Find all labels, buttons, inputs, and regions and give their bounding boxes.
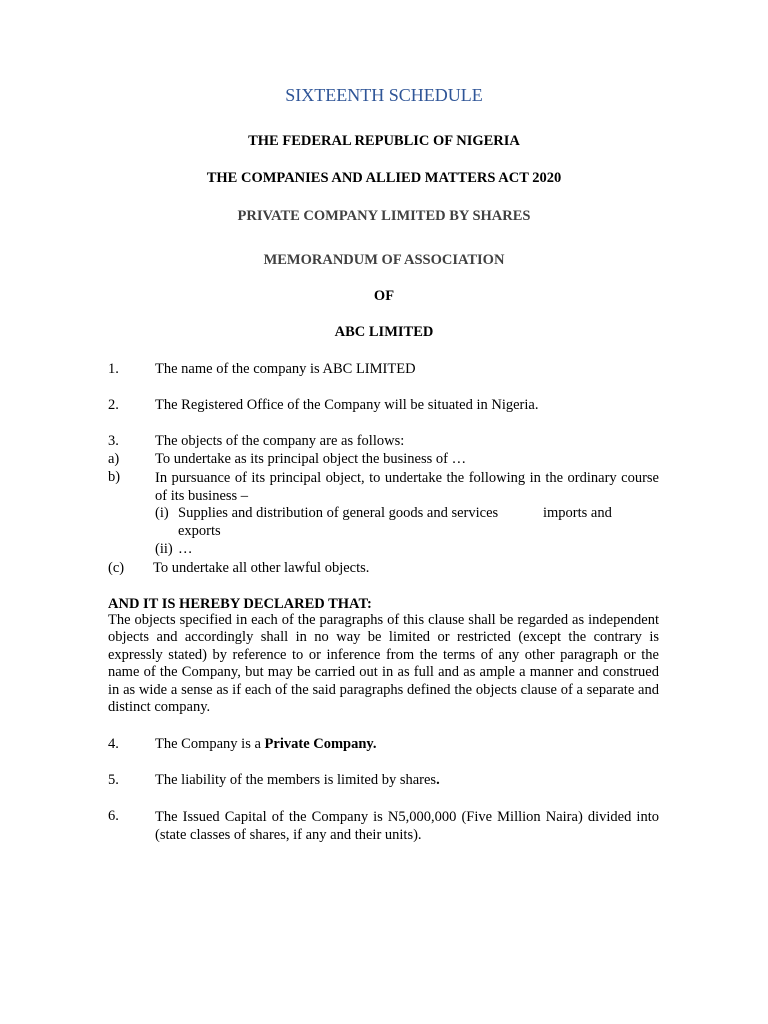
clause-6-text: The Issued Capital of the Company is N5,000,000 (Five Million Naira) divided into (state classes of shares, if any and their units). [155,809,659,843]
memorandum-heading: MEMORANDUM OF ASSOCIATION [263,252,505,268]
clause-3-text: The objects of the company are as follows: [155,433,405,449]
company-type-heading: PRIVATE COMPANY LIMITED BY SHARES [237,208,531,224]
object-a-label: a) [108,451,120,467]
of-heading: OF [373,288,395,304]
object-c-label: (c) [108,560,125,576]
object-ii-text: … [178,541,193,557]
republic-heading: THE FEDERAL REPUBLIC OF NIGERIA [248,133,520,149]
clause-5-number: 5. [108,772,119,788]
company-name-heading: ABC LIMITED [334,324,434,340]
object-i-text-part1: Supplies and distribution of general goods and services [178,505,499,521]
object-c-text: To undertake all other lawful objects. [153,560,370,576]
clause-4-text [155,736,377,753]
object-i-text-part2: imports and [543,505,612,521]
clause-3-number: 3. [108,433,119,449]
clause-4-text-bold: Private Company. [264,736,377,752]
act-heading: THE COMPANIES AND ALLIED MATTERS ACT 2020 [206,170,562,186]
object-a-text: To undertake as its principal object the business of … [155,451,467,467]
clause-5-text-bold: . [436,772,440,788]
object-i-text-continued: exports [178,523,221,539]
clause-5-text-plain: The liability of the members is limited by shares [155,772,437,788]
clause-6-number: 6. [108,808,119,824]
clause-1-text: The name of the company is ABC LIMITED [155,361,416,377]
declaration-body: The objects specified in each of the paragraphs of this clause shall be regarded as independent objects and accordingly shall in no way be limited or restricted (except the contrary is expressly stated) by reference to or inference from the terms of any other paragraph or the name of the Company, but may be carried out in as full and as ample a manner and construed in as wide a sense as if each of the said paragraphs defined the objects clause of a separate and distinct company. [108,612,659,716]
clause-4-number: 4. [108,736,119,752]
clause-5-text [155,772,440,789]
clause-2-text: The Registered Office of the Company will be situated in Nigeria. [155,397,539,413]
object-ii-label: (ii) [155,541,173,557]
declaration-heading: AND IT IS HEREBY DECLARED THAT: [108,596,372,612]
object-b-label: b) [108,469,121,485]
clause-2-number: 2. [108,397,119,413]
object-i-label: (i) [155,505,169,521]
schedule-title: SIXTEENTH SCHEDULE [285,85,483,105]
clause-1-number: 1. [108,361,119,377]
clause-4-text-plain: The Company is a [155,736,265,752]
object-b-text: In pursuance of its principal object, to undertake the following in the ordinary course of its business – [155,470,659,504]
